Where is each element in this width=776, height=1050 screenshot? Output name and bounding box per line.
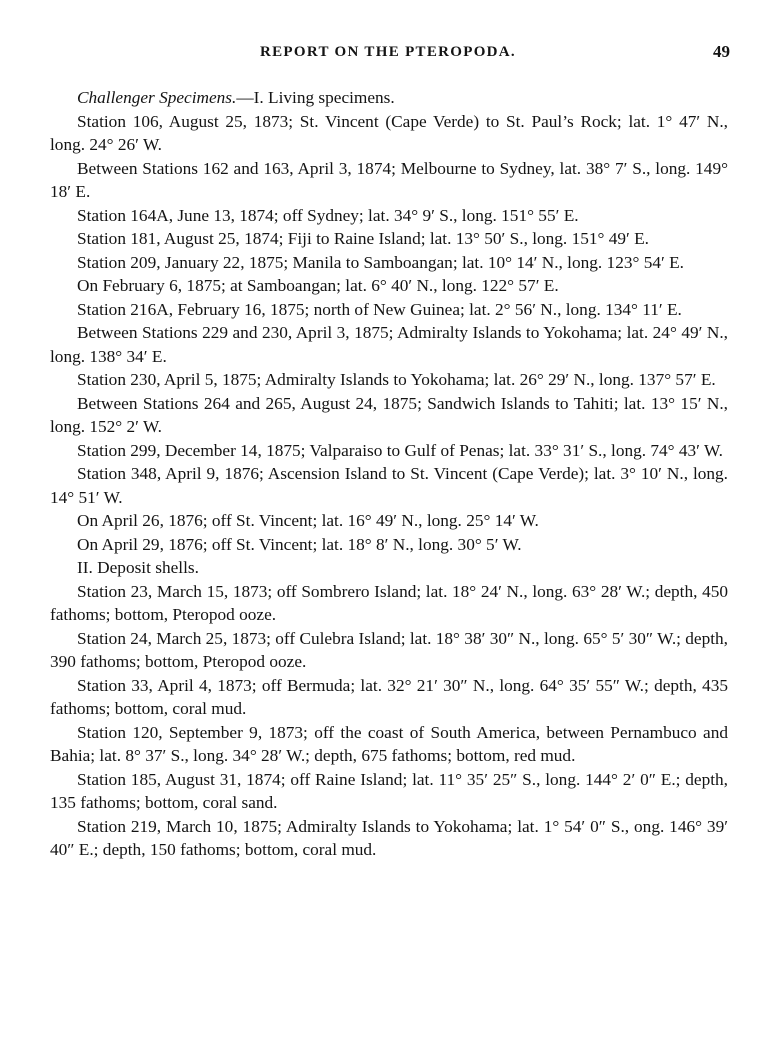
- intro-text: —I. Living specimens.: [236, 88, 395, 107]
- station-entry: Station 209, January 22, 1875; Manila to Samboangan; lat. 10° 14′ N., long. 123° 54′ E.: [77, 252, 684, 272]
- station-entry: Station 106, August 25, 1873; St. Vincent (Cape Verde) to St. Paul’s Rock; lat. 1° 47′ N., long. 24° 26′ W.: [50, 111, 728, 154]
- station-entry: On April 29, 1876; off St. Vincent; lat. 18° 8′ N., long. 30° 5′ W.: [77, 534, 522, 554]
- station-entry: On April 26, 1876; off St. Vincent; lat. 16° 49′ N., long. 25° 14′ W.: [77, 511, 539, 530]
- station-entry: Between Stations 162 and 163, April 3, 1874; Melbourne to Sydney, lat. 38° 7′ S., long. 149° 18′ E.: [50, 158, 728, 201]
- running-header: [0, 40, 776, 68]
- deposit-heading: II. Deposit shells.: [77, 558, 199, 577]
- section-label: Challenger Specimens.: [77, 88, 237, 107]
- station-entry: Station 181, August 25, 1874; Fiji to Raine Island; lat. 13° 50′ S., long. 151° 49′ E.: [77, 229, 649, 248]
- deposit-entry: Station 24, March 25, 1873; off Culebra Island; lat. 18° 38′ 30″ N., long. 65° 5′ 30″ W.; depth, 390 fathoms; bottom, Pteropod ooze.: [50, 628, 728, 671]
- intro-paragraph: [50, 86, 728, 110]
- station-entry: Between Stations 229 and 230, April 3, 1875; Admiralty Islands to Yokohama; lat. 24° 49′ N., long. 138° 34′ E.: [50, 323, 728, 366]
- station-entry: Between Stations 264 and 265, August 24, 1875; Sandwich Islands to Tahiti; lat. 13° 15′ N., long. 152° 2′ W.: [50, 393, 728, 436]
- page-body: [50, 86, 728, 862]
- station-entry: Station 348, April 9, 1876; Ascension Island to St. Vincent (Cape Verde); lat. 3° 10′ N., long. 14° 51′ W.: [50, 464, 728, 507]
- deposit-entry: Station 185, August 31, 1874; off Raine Island; lat. 11° 35′ 25″ S., long. 144° 2′ 0″ E.; depth, 135 fathoms; bottom, coral sand.: [50, 769, 728, 812]
- deposit-entry: Station 23, March 15, 1873; off Sombrero Island; lat. 18° 24′ N., long. 63° 28′ W.; depth, 450 fathoms; bottom, Pteropod ooze.: [50, 581, 728, 624]
- station-entry: Station 230, April 5, 1875; Admiralty Islands to Yokohama; lat. 26° 29′ N., long. 137° 57′ E.: [77, 370, 716, 389]
- deposit-entry: Station 33, April 4, 1873; off Bermuda; lat. 32° 21′ 30″ N., long. 64° 35′ 55″ W.; depth, 435 fathoms; bottom, coral mud.: [50, 675, 728, 718]
- deposit-entry: Station 219, March 10, 1875; Admiralty Islands to Yokohama; lat. 1° 54′ 0″ S., ong. 146° 39′ 40″ E.; depth, 150 fathoms; bottom, coral mud.: [50, 816, 728, 859]
- deposit-entry: Station 120, September 9, 1873; off the coast of South America, between Pernambuco and Bahia; lat. 8° 37′ S., long. 34° 28′ W.; depth, 675 fathoms; bottom, red mud.: [50, 722, 728, 765]
- running-title: REPORT ON THE PTEROPODA.: [260, 44, 516, 60]
- station-entry: On February 6, 1875; at Samboangan; lat. 6° 40′ N., long. 122° 57′ E.: [77, 276, 559, 295]
- station-entry: Station 216A, February 16, 1875; north of New Guinea; lat. 2° 56′ N., long. 134° 11′ E.: [77, 299, 682, 319]
- station-entry: Station 164A, June 13, 1874; off Sydney; lat. 34° 9′ S., long. 151° 55′ E.: [77, 205, 579, 225]
- page-number: 49: [713, 42, 730, 61]
- station-entry: Station 299, December 14, 1875; Valparaiso to Gulf of Penas; lat. 33° 31′ S., long. 74° 43′ W.: [77, 440, 724, 460]
